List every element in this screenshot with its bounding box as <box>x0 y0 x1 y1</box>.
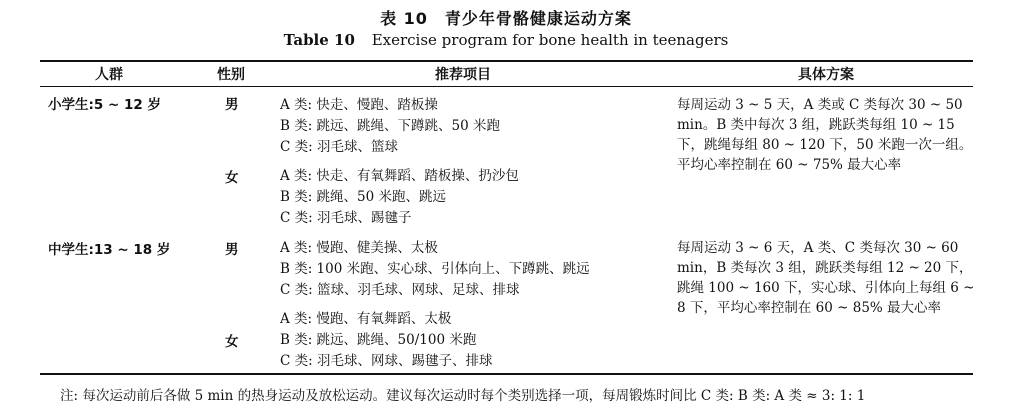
table-number: Table 10 <box>283 31 355 49</box>
header-plan: 具体方案 <box>798 67 854 83</box>
items-middle-female <box>280 309 492 372</box>
header-group: 人群 <box>95 67 123 83</box>
sex-primary-male: 男 <box>225 97 239 113</box>
list-item: C 类: 羽毛球、网球、踢毽子、排球 <box>280 353 493 369</box>
list-item: A 类: 快走、慢跑、踏板操 <box>280 97 438 113</box>
sex-middle-male: 男 <box>225 242 239 258</box>
sex-middle-female: 女 <box>225 334 239 350</box>
list-item: B 类: 跳远、跳绳、下蹲跳、50 米跑 <box>280 118 501 134</box>
list-item: A 类: 快走、有氧舞蹈、踏板操、扔沙包 <box>280 168 519 184</box>
header-items: 推荐项目 <box>435 67 491 83</box>
group-middle: 中学生:13 ~ 18 岁 <box>48 242 171 258</box>
plan-middle: 每周运动 3 ~ 6 天，A 类、C 类每次 30 ~ 60 min，B 类每次 3 组，跳跃类每组 12 ~ 20 下，跳绳 100 ~ 160 下，实心球、引体向上每组 6 ~ 8 下，平均心率控制在 60 ~ 85% 最大心率 <box>677 240 975 316</box>
list-item: A 类: 慢跑、健美操、太极 <box>280 240 438 256</box>
table-title-chinese: 表 10 青少年骨骼健康运动方案 <box>380 9 632 28</box>
items-middle-male <box>280 238 590 301</box>
list-item: A 类: 慢跑、有氧舞蹈、太极 <box>280 311 452 327</box>
list-item: C 类: 篮球、羽毛球、网球、足球、排球 <box>280 282 520 298</box>
items-primary-female <box>280 166 519 229</box>
table-title-english <box>0 31 1012 49</box>
header-rule <box>40 86 973 87</box>
table-note: 注: 每次运动前后各做 5 min 的热身运动及放松运动。建议每次运动时每个类别选择一项，每周锻炼时间比 C 类: B 类: A 类 ≈ 3: 1: 1 <box>60 388 866 404</box>
items-primary-male <box>280 95 500 158</box>
list-item: C 类: 羽毛球、篮球 <box>280 139 398 155</box>
table-caption: Exercise program for bone health in teenagers <box>371 31 729 49</box>
top-rule <box>40 60 973 62</box>
sex-primary-female: 女 <box>225 170 239 186</box>
list-item: B 类: 跳绳、50 米跑、跳远 <box>280 189 447 205</box>
header-sex: 性别 <box>217 67 245 83</box>
list-item: B 类: 100 米跑、实心球、引体向上、下蹲跳、跳远 <box>280 261 590 277</box>
list-item: C 类: 羽毛球、踢毽子 <box>280 210 412 226</box>
group-primary: 小学生:5 ~ 12 岁 <box>48 97 161 113</box>
plan-primary: 每周运动 3 ~ 5 天，A 类或 C 类每次 30 ~ 50 min。B 类中每次 3 组，跳跃类每组 10 ~ 15 下，跳绳每组 80 ~ 120 下，50 米跑一次一组。平均心率控制在 60 ~ 75% 最大心率 <box>677 97 973 173</box>
bottom-rule <box>40 373 973 375</box>
list-item: B 类: 跳远、跳绳、50/100 米跑 <box>280 332 477 348</box>
